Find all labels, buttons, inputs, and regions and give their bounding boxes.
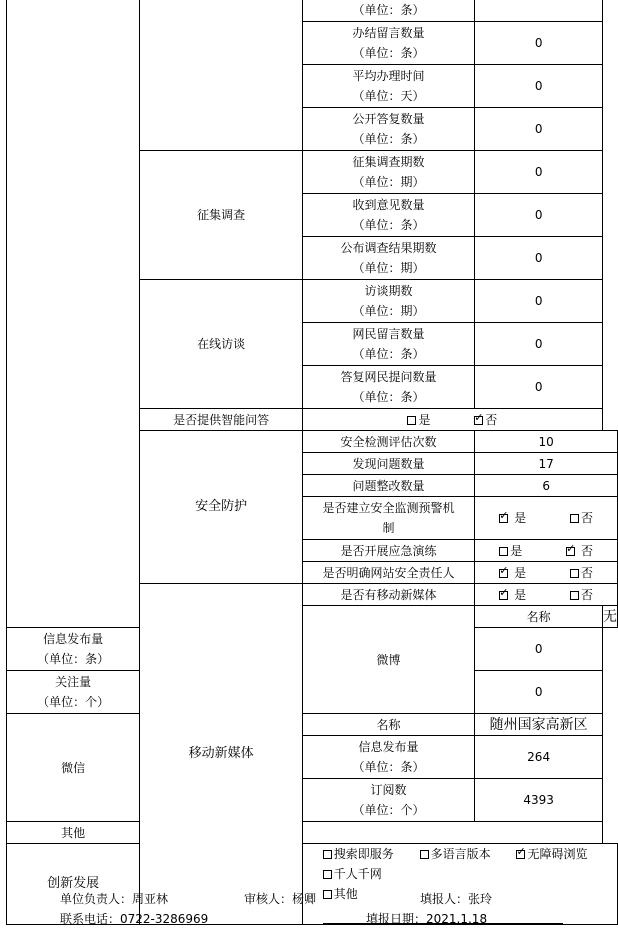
survey-periods-label: 征集调查期数 （单位：期） (302, 151, 475, 194)
interview-periods-label: 访谈期数 （单位：期） (302, 280, 475, 323)
closed-messages-label: 办结留言数量 （单位：条） (302, 22, 475, 65)
issues-found-label: 发现问题数量 (302, 453, 475, 475)
weibo-followers-label: 关注量 （单位：个） (7, 671, 140, 714)
reviewer: 审核人：杨卿 (244, 892, 317, 906)
issues-fixed-value: 6 (475, 475, 618, 497)
report-table (6, 0, 618, 925)
checkbox-unchecked-icon[interactable] (570, 569, 579, 578)
checkbox-checked-icon[interactable] (474, 416, 483, 425)
public-replies-value: 0 (475, 108, 603, 151)
checkbox-unchecked-icon[interactable] (407, 416, 416, 425)
security-checks-value: 10 (475, 431, 618, 453)
wechat-subscribers-value: 4393 (475, 779, 603, 822)
answered-questions-label: 答复网民提问数量 （单位：条） (302, 366, 475, 409)
survey-title: 征集调查 (140, 151, 302, 280)
wechat-posts-label: 信息发布量 （单位：条） (302, 736, 475, 779)
interview-periods-value: 0 (475, 280, 603, 323)
checkbox-checked-icon[interactable] (516, 850, 525, 859)
checkbox-unchecked-icon[interactable] (570, 591, 579, 600)
filler: 填报人：张玲 (420, 892, 493, 906)
section-cell-top (7, 0, 140, 628)
avg-handle-time-value: 0 (475, 65, 603, 108)
security-checks-label: 安全检测评估次数 (302, 431, 475, 453)
smart-qa-options: 是 ✓ 否 (302, 409, 602, 431)
checkbox-unchecked-icon[interactable] (499, 547, 508, 556)
weibo-posts-value: 0 (475, 628, 603, 671)
weibo-title: 微博 (302, 606, 475, 714)
unit-leader: 单位负责人：周亚林 (60, 892, 169, 906)
survey-periods-value: 0 (475, 151, 603, 194)
wechat-title: 微信 (7, 714, 140, 822)
opinions-received-label: 收到意见数量 （单位：条） (302, 194, 475, 237)
checkbox-unchecked-icon[interactable] (420, 850, 429, 859)
netizen-messages-label: 网民留言数量 （单位：条） (302, 323, 475, 366)
wechat-name-value: 随州国家高新区 (475, 714, 603, 736)
innovation-options: 搜索即服务 多语言版本 ✓ 无障碍浏览 千人千网 其他 (302, 844, 617, 925)
message-group-cell (140, 0, 302, 151)
opinions-received-value: 0 (475, 194, 603, 237)
checkbox-unchecked-icon[interactable] (570, 514, 579, 523)
weibo-posts-label: 信息发布量 （单位：条） (7, 628, 140, 671)
fill-date: 填报日期：2021.1.18 (366, 912, 488, 926)
weibo-name-label: 名称 (475, 606, 603, 628)
issues-fixed-label: 问题整改数量 (302, 475, 475, 497)
wechat-subscribers-label: 订阅数 （单位：个） (302, 779, 475, 822)
checkbox-unchecked-icon[interactable] (323, 870, 332, 879)
survey-results-label: 公布调查结果期数 （单位：期） (302, 237, 475, 280)
issues-found-value: 17 (475, 453, 618, 475)
answered-questions-value: 0 (475, 366, 603, 409)
contact-phone: 联系电话：0722-3286969 (60, 912, 209, 926)
interview-title: 在线访谈 (140, 280, 302, 409)
innovation-title: 创新发展 (7, 844, 140, 925)
netizen-messages-value: 0 (475, 323, 603, 366)
weibo-name-value: 无 (603, 606, 618, 628)
security-owner-label: 是否明确网站安全责任人 (302, 562, 475, 584)
has-media-label: 是否有移动新媒体 (302, 584, 475, 606)
media-title: 移动新媒体 (140, 584, 302, 925)
wechat-posts-value: 264 (475, 736, 603, 779)
checkbox-checked-icon[interactable] (499, 591, 508, 600)
media-other-value (302, 822, 602, 844)
emergency-drill-options: 是 ✓ 否 (475, 540, 618, 562)
security-owner-options: ✓ 是 否 (475, 562, 618, 584)
row-unit-label: （单位：条） (302, 0, 475, 22)
wechat-name-label: 名称 (302, 714, 475, 736)
survey-results-value: 0 (475, 237, 603, 280)
row-value (475, 0, 603, 22)
security-title: 安全防护 (140, 431, 302, 584)
checkbox-checked-icon[interactable] (499, 514, 508, 523)
monitor-mechanism-label: 是否建立安全监测预警机 制 (302, 497, 475, 540)
monitor-mechanism-options: ✓ 是 否 (475, 497, 618, 540)
public-replies-label: 公开答复数量 （单位：条） (302, 108, 475, 151)
media-other-label: 其他 (7, 822, 140, 844)
checkbox-checked-icon[interactable] (566, 547, 575, 556)
weibo-followers-value: 0 (475, 671, 603, 714)
checkbox-checked-icon[interactable] (499, 569, 508, 578)
checkbox-unchecked-icon[interactable] (323, 890, 332, 899)
checkbox-unchecked-icon[interactable] (323, 850, 332, 859)
has-media-options: ✓ 是 否 (475, 584, 618, 606)
avg-handle-time-label: 平均办理时间 （单位：天） (302, 65, 475, 108)
closed-messages-value: 0 (475, 22, 603, 65)
smart-qa-label: 是否提供智能问答 (140, 409, 302, 431)
emergency-drill-label: 是否开展应急演练 (302, 540, 475, 562)
